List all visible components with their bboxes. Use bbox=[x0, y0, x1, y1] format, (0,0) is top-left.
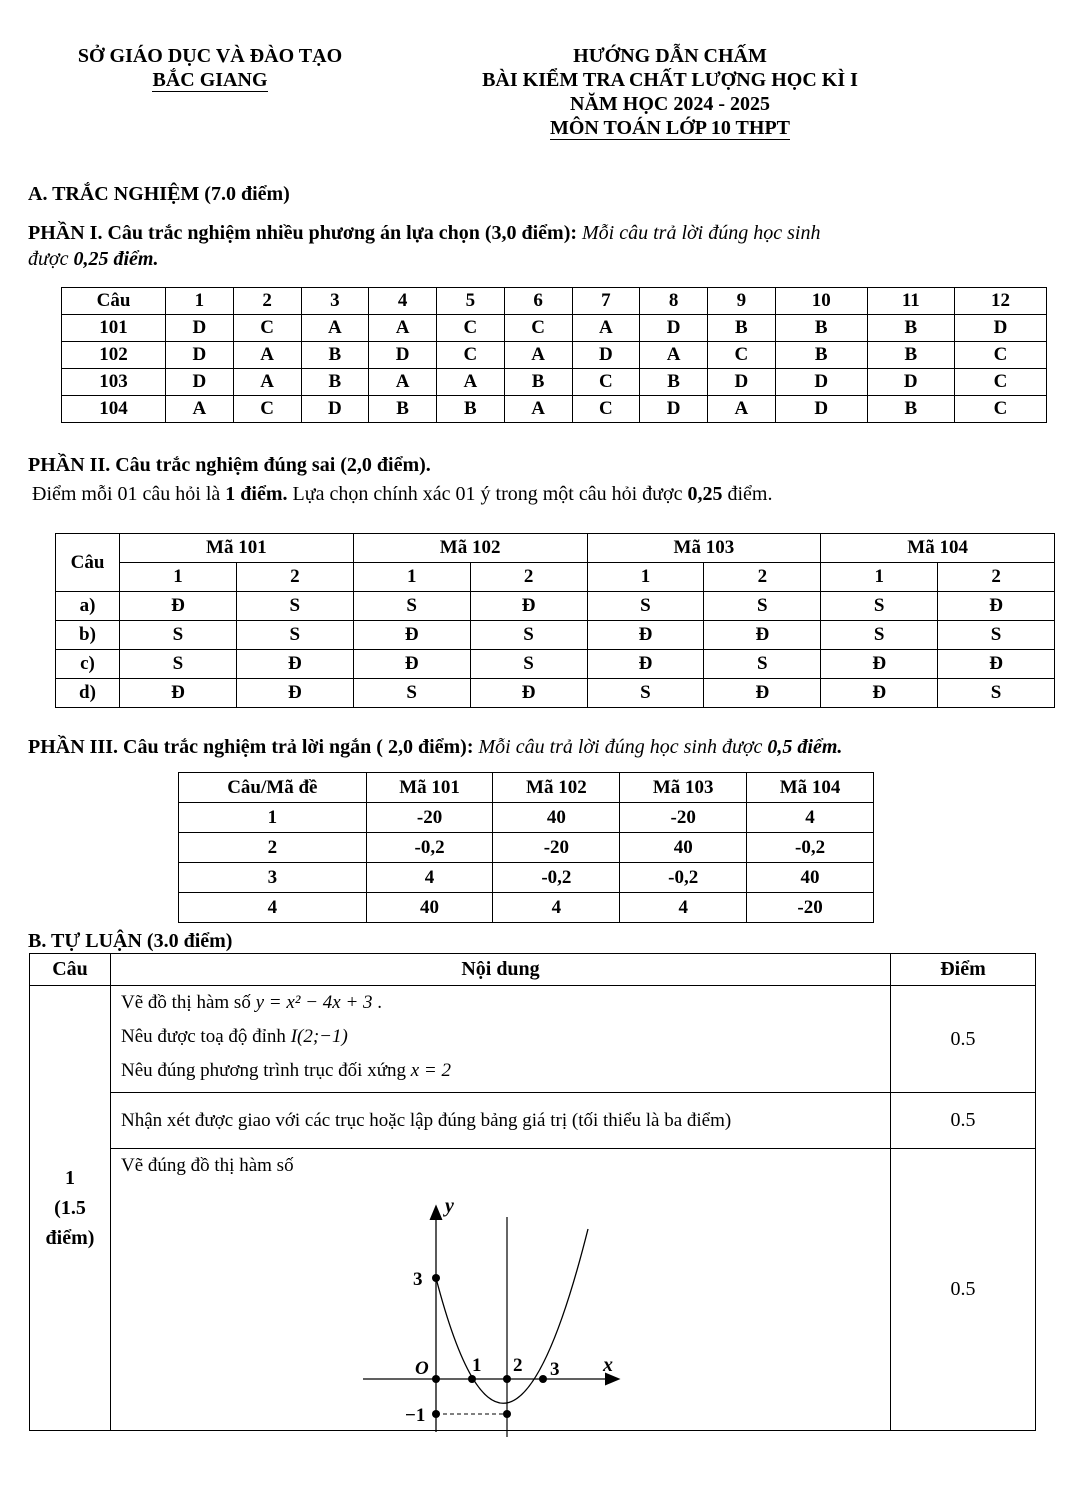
part2-group-row bbox=[56, 534, 1055, 563]
part2-table bbox=[55, 533, 1055, 708]
part2-cell: S bbox=[120, 650, 237, 679]
part1-cell: C bbox=[572, 396, 640, 423]
part1-cell: C bbox=[954, 369, 1046, 396]
part1-header-cell: 2 bbox=[233, 288, 301, 315]
doc-title: HƯỚNG DẪN CHẤM bbox=[573, 45, 767, 67]
parabola-curve bbox=[436, 1229, 588, 1403]
part1-cell: B bbox=[867, 315, 954, 342]
parabola-graph bbox=[363, 1189, 653, 1439]
part2-group-header: Mã 101 bbox=[120, 534, 354, 563]
part3-cell: -20 bbox=[747, 893, 874, 923]
part2-cell: Đ bbox=[821, 679, 938, 708]
part1-cell: B bbox=[867, 396, 954, 423]
part1-header-cell: 8 bbox=[640, 288, 708, 315]
part2-cell: Đ bbox=[704, 621, 821, 650]
part3-cell: 40 bbox=[620, 833, 747, 863]
question-1-cell: 1 (1.5 điểm) bbox=[30, 986, 111, 1431]
part3-cell: 3 bbox=[179, 863, 367, 893]
essay-table bbox=[29, 953, 1036, 1431]
x-tick-2: 2 bbox=[513, 1355, 523, 1376]
part1-header-cell: 3 bbox=[301, 288, 369, 315]
part2-sub-header: 2 bbox=[704, 563, 821, 592]
part2-title: PHẦN II. Câu trắc nghiệm đúng sai (2,0 điểm). bbox=[28, 454, 431, 476]
part3-cell: 4 bbox=[179, 893, 367, 923]
part2-cell: Đ bbox=[704, 679, 821, 708]
y-tick-m1: −1 bbox=[405, 1405, 426, 1426]
part2-cell: Đ bbox=[821, 650, 938, 679]
part1-header-cell: 11 bbox=[867, 288, 954, 315]
part2-cell: Đ bbox=[938, 650, 1055, 679]
part2-sub-header: 2 bbox=[938, 563, 1055, 592]
part3-header-row bbox=[179, 773, 874, 803]
part3-cell: 4 bbox=[493, 893, 620, 923]
essay-col-cau: Câu bbox=[30, 954, 111, 986]
part1-cell: A bbox=[301, 315, 369, 342]
province-name: BẮC GIANG bbox=[152, 69, 268, 91]
part1-cell: A bbox=[233, 342, 301, 369]
part1-cell: D bbox=[166, 315, 234, 342]
part3-cell: 40 bbox=[493, 803, 620, 833]
part2-cell: Đ bbox=[120, 679, 237, 708]
part1-header-cell: 5 bbox=[437, 288, 505, 315]
part2-sub-header: 2 bbox=[470, 563, 587, 592]
part2-cell: S bbox=[587, 592, 704, 621]
part2-row bbox=[56, 621, 1055, 650]
point-0-3 bbox=[432, 1274, 440, 1282]
part1-header-cell: 7 bbox=[572, 288, 640, 315]
part3-title: PHẦN III. Câu trắc nghiệm trả lời ngắn ( 2,0 điểm): Mỗi câu trả lời đúng học sinh được 0,5 điểm. bbox=[28, 736, 843, 758]
part2-cell: S bbox=[704, 650, 821, 679]
part1-cell: A bbox=[640, 342, 708, 369]
part2-sub-header: 1 bbox=[353, 563, 470, 592]
point-3-0 bbox=[539, 1375, 547, 1383]
part3-cell: -20 bbox=[493, 833, 620, 863]
subject: MÔN TOÁN LỚP 10 THPT bbox=[549, 117, 791, 139]
part3-cell: 40 bbox=[747, 863, 874, 893]
part1-cell: D bbox=[775, 369, 867, 396]
part3-cell: 2 bbox=[179, 833, 367, 863]
part1-cell: A bbox=[708, 396, 776, 423]
part2-cell: S bbox=[938, 621, 1055, 650]
part3-cell: -0,2 bbox=[747, 833, 874, 863]
point-0-m1 bbox=[432, 1410, 440, 1418]
header-left bbox=[40, 44, 380, 92]
origin-label: O bbox=[415, 1358, 429, 1379]
part1-cell: B bbox=[708, 315, 776, 342]
part3-cell: 4 bbox=[366, 863, 493, 893]
part1-cell: D bbox=[166, 369, 234, 396]
row3-text: Vẽ đúng đồ thị hàm số bbox=[121, 1155, 294, 1176]
part2-row bbox=[56, 650, 1055, 679]
y-tick-3: 3 bbox=[413, 1269, 423, 1290]
part1-cell: A bbox=[166, 396, 234, 423]
part1-cell: B bbox=[301, 369, 369, 396]
part3-table bbox=[178, 772, 874, 923]
part2-desc: Điểm mỗi 01 câu hỏi là 1 điểm. Lựa chọn chính xác 01 ý trong một câu hỏi được 0,25 điểm. bbox=[32, 483, 773, 505]
part1-row bbox=[62, 396, 1047, 423]
part3-cell: 40 bbox=[366, 893, 493, 923]
header-right bbox=[430, 44, 910, 140]
point-vertex bbox=[503, 1410, 511, 1418]
part1-row bbox=[62, 369, 1047, 396]
part3-cell: 4 bbox=[620, 893, 747, 923]
part1-cell: A bbox=[504, 396, 572, 423]
point-2-0 bbox=[503, 1375, 511, 1383]
part1-cell: C bbox=[708, 342, 776, 369]
part3-header-cell: Câu/Mã đề bbox=[179, 773, 367, 803]
part3-cell: -0,2 bbox=[366, 833, 493, 863]
part1-cell: A bbox=[437, 369, 505, 396]
x-axis-label: x bbox=[603, 1354, 613, 1376]
department-name: SỞ GIÁO DỤC VÀ ĐÀO TẠO bbox=[77, 45, 343, 67]
part2-cell: Đ bbox=[470, 592, 587, 621]
part2-cell: S bbox=[470, 650, 587, 679]
part2-cell: S bbox=[353, 592, 470, 621]
part1-cell: C bbox=[233, 315, 301, 342]
part2-cell: S bbox=[120, 621, 237, 650]
part2-group-header: Mã 104 bbox=[821, 534, 1055, 563]
part3-cell: -0,2 bbox=[493, 863, 620, 893]
part2-cell: Đ bbox=[236, 679, 353, 708]
part2-cell: S bbox=[470, 621, 587, 650]
part3-row bbox=[179, 833, 874, 863]
part1-cell: B bbox=[775, 315, 867, 342]
part1-cell: B bbox=[640, 369, 708, 396]
part2-cell: Đ bbox=[587, 650, 704, 679]
part1-header-row bbox=[62, 288, 1047, 315]
part2-cell: S bbox=[236, 621, 353, 650]
part1-cell: B bbox=[867, 342, 954, 369]
row3-content bbox=[111, 1149, 891, 1431]
part2-cell: Đ bbox=[353, 650, 470, 679]
part1-cell: D bbox=[708, 369, 776, 396]
part1-header-cell: 12 bbox=[954, 288, 1046, 315]
part2-cell: S bbox=[938, 679, 1055, 708]
part1-header-cell: 1 bbox=[166, 288, 234, 315]
point-origin bbox=[432, 1375, 440, 1383]
row1-score: 0.5 bbox=[891, 986, 1036, 1093]
part2-row bbox=[56, 679, 1055, 708]
row2-score: 0.5 bbox=[891, 1093, 1036, 1149]
part1-cell: A bbox=[233, 369, 301, 396]
section-b-title: B. TỰ LUẬN (3.0 điểm) bbox=[28, 930, 233, 952]
part3-header-cell: Mã 103 bbox=[620, 773, 747, 803]
section-a-title: A. TRẮC NGHIỆM (7.0 điểm) bbox=[28, 183, 290, 205]
part1-cell: 102 bbox=[62, 342, 166, 369]
part1-cell: C bbox=[437, 342, 505, 369]
part2-cell: d) bbox=[56, 679, 120, 708]
part2-cell: a) bbox=[56, 592, 120, 621]
part1-cell: D bbox=[867, 369, 954, 396]
essay-col-score: Điểm bbox=[891, 954, 1036, 986]
part1-cell: C bbox=[954, 342, 1046, 369]
part2-sub-header: 2 bbox=[236, 563, 353, 592]
part2-cell: S bbox=[236, 592, 353, 621]
row1-content: Vẽ đồ thị hàm số y = x² − 4x + 3 . Nêu được toạ độ đỉnh I(2;−1) Nêu đúng phương trình trục đối xứng x = 2 bbox=[111, 986, 891, 1093]
part1-cell: C bbox=[572, 369, 640, 396]
part2-sub-header: 1 bbox=[587, 563, 704, 592]
part1-cell: D bbox=[166, 342, 234, 369]
part1-cell: 104 bbox=[62, 396, 166, 423]
part2-cell: Đ bbox=[470, 679, 587, 708]
part2-cell: S bbox=[821, 621, 938, 650]
part1-table bbox=[61, 287, 1047, 423]
part2-cell: c) bbox=[56, 650, 120, 679]
essay-col-content: Nội dung bbox=[111, 954, 891, 986]
part2-row bbox=[56, 592, 1055, 621]
part2-sub-row bbox=[56, 563, 1055, 592]
part2-cell: S bbox=[704, 592, 821, 621]
part1-cell: B bbox=[775, 342, 867, 369]
part3-cell: 1 bbox=[179, 803, 367, 833]
part3-header-cell: Mã 101 bbox=[366, 773, 493, 803]
part1-cell: A bbox=[369, 315, 437, 342]
part1-cell: 101 bbox=[62, 315, 166, 342]
part3-row bbox=[179, 803, 874, 833]
school-year: NĂM HỌC 2024 - 2025 bbox=[570, 93, 770, 115]
part1-cell: D bbox=[369, 342, 437, 369]
part3-cell: 4 bbox=[747, 803, 874, 833]
part1-title: PHẦN I. Câu trắc nghiệm nhiều phương án lựa chọn (3,0 điểm): Mỗi câu trả lời đúng học sinh được 0,25 điểm. bbox=[28, 222, 821, 270]
part1-cell: B bbox=[437, 396, 505, 423]
part2-cell: S bbox=[353, 679, 470, 708]
part1-cell: B bbox=[504, 369, 572, 396]
part1-row bbox=[62, 342, 1047, 369]
part3-cell: -0,2 bbox=[620, 863, 747, 893]
part3-header-cell: Mã 104 bbox=[747, 773, 874, 803]
part3-cell: -20 bbox=[366, 803, 493, 833]
part2-group-header: Mã 103 bbox=[587, 534, 821, 563]
part1-cell: D bbox=[640, 396, 708, 423]
part2-cell: Đ bbox=[938, 592, 1055, 621]
part2-cell: S bbox=[821, 592, 938, 621]
part1-cell: D bbox=[775, 396, 867, 423]
x-tick-1: 1 bbox=[472, 1355, 482, 1376]
part1-header-cell: 6 bbox=[504, 288, 572, 315]
part2-cell: b) bbox=[56, 621, 120, 650]
part1-header-cell: Câu bbox=[62, 288, 166, 315]
part1-header-cell: 9 bbox=[708, 288, 776, 315]
part1-cell: 103 bbox=[62, 369, 166, 396]
y-axis-label: y bbox=[445, 1195, 454, 1217]
part2-cell: Đ bbox=[236, 650, 353, 679]
part1-cell: C bbox=[233, 396, 301, 423]
part2-group-header: Mã 102 bbox=[353, 534, 587, 563]
part1-cell: C bbox=[954, 396, 1046, 423]
part1-cell: D bbox=[640, 315, 708, 342]
point-1-0 bbox=[468, 1375, 476, 1383]
part1-cell: D bbox=[301, 396, 369, 423]
row2-content: Nhận xét được giao với các trục hoặc lập đúng bảng giá trị (tối thiểu là ba điểm) bbox=[111, 1093, 891, 1149]
part2-sub-header: 1 bbox=[120, 563, 237, 592]
part2-cell: Đ bbox=[353, 621, 470, 650]
exam-title: BÀI KIỂM TRA CHẤT LƯỢNG HỌC KÌ I bbox=[482, 69, 858, 91]
part3-header-cell: Mã 102 bbox=[493, 773, 620, 803]
part1-cell: A bbox=[504, 342, 572, 369]
part1-cell: C bbox=[504, 315, 572, 342]
part3-row bbox=[179, 863, 874, 893]
part3-cell: -20 bbox=[620, 803, 747, 833]
row3-score: 0.5 bbox=[891, 1149, 1036, 1431]
part1-cell: B bbox=[301, 342, 369, 369]
part1-cell: B bbox=[369, 396, 437, 423]
part1-row bbox=[62, 315, 1047, 342]
x-tick-3: 3 bbox=[550, 1359, 560, 1380]
part1-cell: D bbox=[954, 315, 1046, 342]
part1-cell: A bbox=[369, 369, 437, 396]
part1-cell: A bbox=[572, 315, 640, 342]
part1-cell: D bbox=[572, 342, 640, 369]
part2-cell: Đ bbox=[587, 621, 704, 650]
part2-cell: Đ bbox=[120, 592, 237, 621]
part1-header-cell: 4 bbox=[369, 288, 437, 315]
part2-cell: S bbox=[587, 679, 704, 708]
part2-sub-header: 1 bbox=[821, 563, 938, 592]
part1-cell: C bbox=[437, 315, 505, 342]
part1-header-cell: 10 bbox=[775, 288, 867, 315]
part3-row bbox=[179, 893, 874, 923]
part2-col-label: Câu bbox=[56, 534, 120, 592]
